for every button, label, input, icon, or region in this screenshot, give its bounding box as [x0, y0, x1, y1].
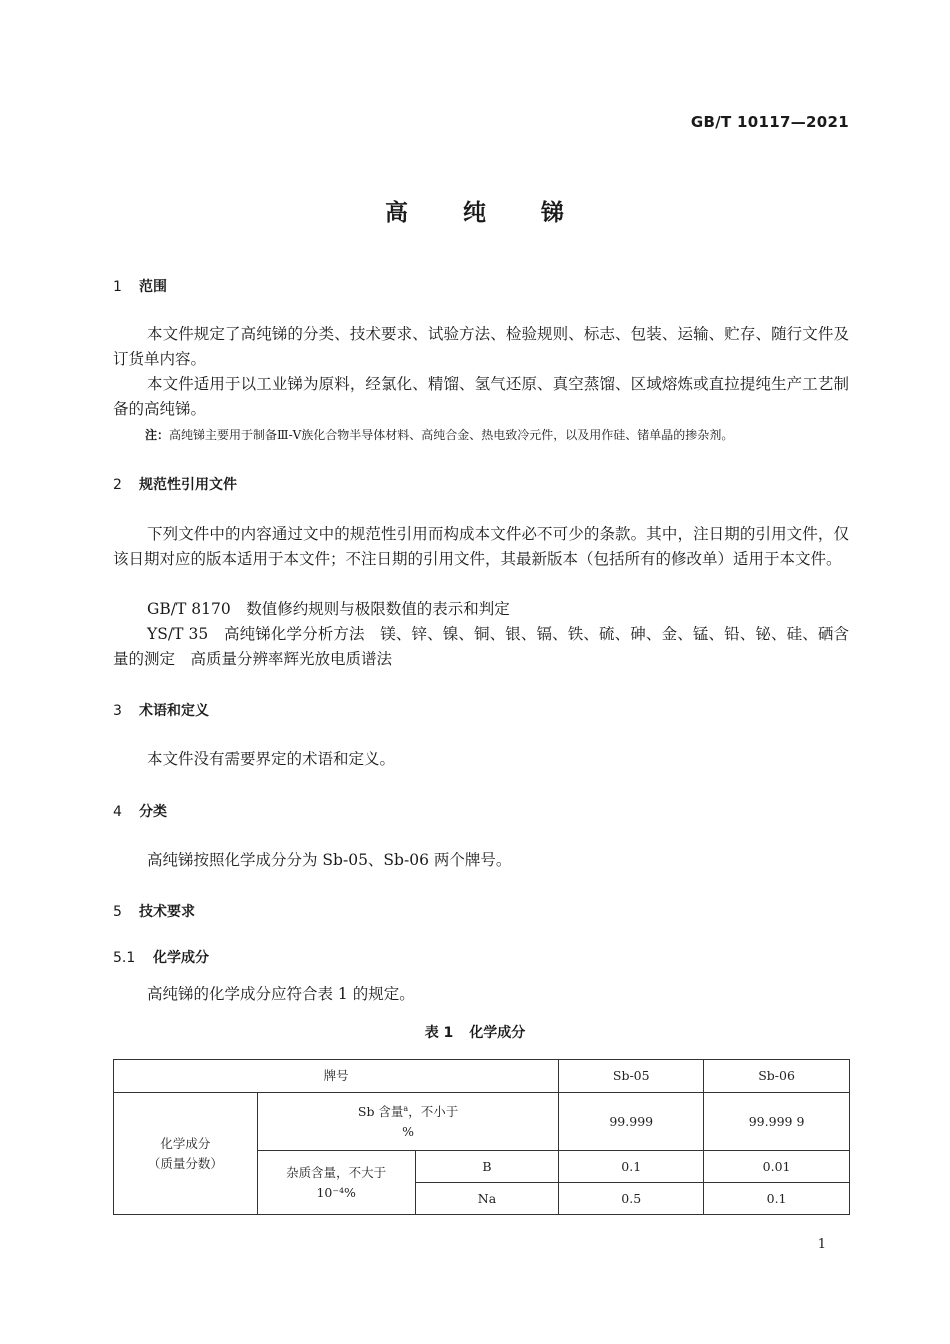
grade-header-cell: 牌号 [114, 1060, 559, 1093]
section-title: 范围 [139, 279, 167, 295]
table-caption-number: 表 1 [424, 1025, 454, 1041]
grade-sb05-header: Sb-05 [559, 1060, 704, 1093]
section-5-1-paragraph-1: 高纯锑的化学成分应符合表 1 的规定。 [147, 985, 415, 1003]
section-title: 术语和定义 [139, 703, 209, 719]
title-char-2: 纯 [463, 200, 487, 226]
sb-content-label-cell [257, 1093, 559, 1151]
table-caption [0, 1022, 950, 1042]
title-char-1: 高 [385, 200, 409, 226]
subsection-number: 5.1 [113, 950, 136, 966]
composition-label-line-2: （质量分数） [147, 1155, 223, 1171]
document-title [0, 194, 950, 227]
impurity-b-value-sb05: 0.1 [559, 1151, 704, 1183]
note-text: 高纯锑主要用于制备Ⅲ-Ⅴ族化合物半导体材料、高纯合金、热电致冷元件，以及用作硅、锗单晶的掺杂剂。 [169, 428, 734, 442]
section-number: 4 [113, 804, 122, 820]
impurity-label-cell [257, 1151, 415, 1215]
section-5-1-heading [113, 947, 209, 967]
impurity-element-b: B [415, 1151, 559, 1183]
note-label: 注： [145, 428, 170, 442]
grade-sb06-header: Sb-06 [704, 1060, 850, 1093]
section-2-paragraph-1: 下列文件中的内容通过文中的规范性引用而构成本文件必不可少的条款。其中，注日期的引用文件，仅该日期对应的版本适用于本文件；不注日期的引用文件，其最新版本（包括所有的修改单）适用于本文件。 [113, 525, 849, 568]
section-1-note [145, 426, 849, 444]
impurity-b-value-sb06: 0.01 [704, 1151, 850, 1183]
sb-content-label [258, 1102, 559, 1122]
sb-value-sb05: 99.999 [559, 1093, 704, 1151]
composition-label-line-1: 化学成分 [160, 1135, 211, 1151]
impurity-element-na: Na [415, 1183, 559, 1215]
section-title: 技术要求 [139, 904, 195, 920]
impurity-unit: 10⁻⁴% [316, 1184, 356, 1200]
sb-label-text: Sb 含量 [357, 1103, 404, 1119]
section-title: 分类 [139, 804, 167, 820]
section-number: 2 [113, 477, 122, 493]
section-3-paragraph-1: 本文件没有需要界定的术语和定义。 [147, 750, 396, 768]
section-1-paragraph-2: 本文件适用于以工业锑为原料，经氯化、精馏、氢气还原、真空蒸馏、区域熔炼或直拉提纯生产工艺制备的高纯锑。 [113, 375, 849, 418]
standard-number: GB/T 10117—2021 [690, 113, 849, 131]
section-1-paragraph-1: 本文件规定了高纯锑的分类、技术要求、试验方法、检验规则、标志、包装、运输、贮存、随行文件及订货单内容。 [113, 325, 849, 368]
section-number: 5 [113, 904, 122, 920]
section-4-paragraph-1: 高纯锑按照化学成分分为 Sb-05、Sb-06 两个牌号。 [147, 851, 512, 869]
chemical-composition-table [113, 1059, 850, 1215]
reference-yst-35: YS/T 35 高纯锑化学分析方法 镁、锌、镍、铜、银、镉、铁、硫、砷、金、锰、铅、铋、硅、硒含量的测定 高质量分辨率辉光放电质谱法 [113, 625, 849, 668]
composition-label-cell [114, 1093, 258, 1215]
subsection-title: 化学成分 [153, 950, 209, 966]
impurity-label: 杂质含量，不大于 [286, 1164, 387, 1180]
section-number: 1 [113, 279, 122, 295]
table-caption-title: 化学成分 [469, 1025, 526, 1041]
section-number: 3 [113, 703, 122, 719]
sb-label-tail: ，不小于 [408, 1103, 459, 1119]
impurity-na-value-sb05: 0.5 [559, 1183, 704, 1215]
sb-value-sb06: 99.999 9 [704, 1093, 850, 1151]
impurity-na-value-sb06: 0.1 [704, 1183, 850, 1215]
table-row-sb-content [114, 1093, 850, 1151]
section-1-heading [113, 276, 167, 296]
section-2-heading [113, 474, 237, 494]
section-5-heading [113, 901, 195, 921]
table-header-row [114, 1060, 850, 1093]
section-4-heading [113, 801, 167, 821]
title-char-3: 锑 [541, 200, 565, 226]
sb-content-unit: % [402, 1123, 414, 1139]
section-3-heading [113, 700, 209, 720]
page-number: 1 [817, 1237, 826, 1252]
footnote-marker-a: a [403, 1103, 409, 1113]
reference-gbt-8170: GB/T 8170 数值修约规则与极限数值的表示和判定 [147, 600, 510, 618]
section-title: 规范性引用文件 [139, 477, 237, 493]
